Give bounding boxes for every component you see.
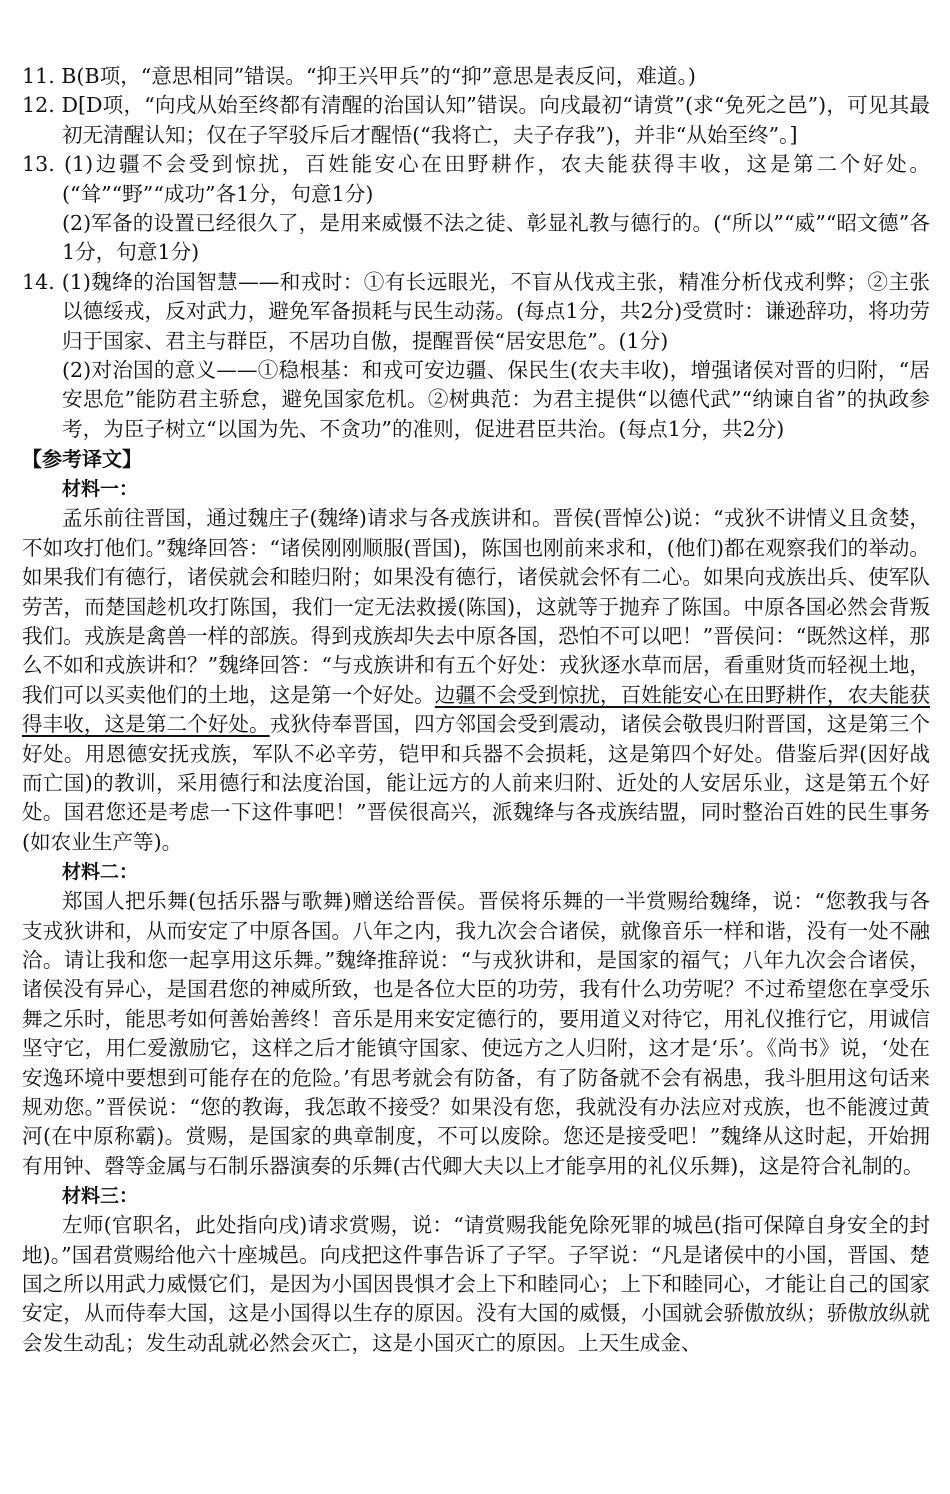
answer-14-part-1: 14. (1)魏绛的治国智慧——和戎时：①有长远眼光，不盲从伐戎主张，精准分析伐戎利弊；②主张以德绥戎，反对武力，避免军备损耗与民生动荡。(每点1分，共2分)受赏时：谦逊辞功，将功劳归于国家、君主与群臣，不居功自傲，提醒晋侯“居安思危”。(1分)	[22, 269, 930, 353]
answer-11: 11. B(B项，“意思相同”错误。“抑王兴甲兵”的“抑”意思是表反问，难道。)	[22, 64, 696, 88]
material-2-title: 材料二：	[62, 861, 139, 884]
translation-heading: 【参考译文】	[22, 447, 142, 472]
answer-12: 12. D[D项，“向戌从始至终都有清醒的治国认知”错误。向戌最初“请赏”(求“免死之邑”)，可见其最初无清醒认知；仅在子罕驳斥后才醒悟(“我将亡，夫子存我”)，并非“从始至终”。]	[22, 93, 930, 147]
material-1-underlined-sentence: 边疆不会受到惊扰，百姓能安心在田野耕作，农夫能获得丰收，这是第二个好处。	[22, 682, 931, 737]
answer-14-part-2: (2)对治国的意义——①稳根基：和戎可安边疆、保民生(农夫丰收)，增强诸侯对晋的归附，“居安思危”能防君主骄怠，避免国家危机。②树典范：为君主提供“以德代武”“纳谏自省”的执政参考，为臣子树立“以国为先、不贪功”的准则，促进君臣共治。(每点1分，共2分)	[62, 358, 930, 441]
answer-13-part-2: (2)军备的设置已经很久了，是用来威慑不法之徒、彰显礼教与德行的。(“所以”“威”“昭文德”各1分，句意1分)	[62, 211, 930, 265]
material-1-title: 材料一：	[62, 478, 139, 501]
material-2-text: 郑国人把乐舞(包括乐器与歌舞)赠送给晋侯。晋侯将乐舞的一半赏赐给魏绛，说：“您教我与各支戎狄讲和，从而安定了中原各国。八年之内，我九次会合诸侯，就像音乐一样和谐，没有一处不融洽。请让我和您一起享用这乐舞。”魏绛推辞说：“与戎狄讲和，是国家的福气；八年九次会合诸侯，诸侯没有异心，是国君您的神威所致，也是各位大臣的功劳，我有什么功劳呢？不过希望您在享受乐舞之乐时，能思考如何善始善终！音乐是用来安定德行的，要用道义对待它，用礼仪推行它，用诚信坚守它，用仁爱激励它，这样之后才能镇守国家、使远方之人归附，这才是‘乐’。《尚书》说，‘处在安逸环境中要想到可能存在的危险。’有思考就会有防备，有了防备就不会有祸患，我斗胆用这句话来规劝您。”晋侯说：“您的教诲，我怎敢不接受？如果没有您，我就没有办法应对戎族，也不能渡过黄河(在中原称霸)。赏赐，是国家的典章制度，不可以废除。您还是接受吧！”魏绛从这时起，开始拥有用钟、磬等金属与石制乐器演奏的乐舞(古代卿大夫以上才能享用的礼仪乐舞)，这是符合礼制的。	[22, 889, 930, 1178]
material-3-title: 材料三：	[62, 1185, 139, 1208]
material-1-text	[22, 504, 930, 857]
material-1-text-part-2: 戎狄侍奉晋国，四方邻国会受到震动，诸侯会敬畏归附晋国，这是第三个好处。用恩德安抚戎族，军队不必辛劳，铠甲和兵器不会损耗，这是第四个好处。借鉴后羿(因好战而亡国)的教训，采用德行和法度治国，能让远方的人前来归附、近处的人安居乐业，这是第五个好处。国君您还是考虑一下这件事吧！”晋侯很高兴，派魏绛与各戎族结盟，同时整治百姓的民生事务(如农业生产等)。	[22, 712, 931, 854]
material-3-text: 左师(官职名，此处指向戌)请求赏赐，说：“请赏赐我能免除死罪的城邑(指可保障自身安全的封地)。”国君赏赐给他六十座城邑。向戌把这件事告诉了子罕。子罕说：“凡是诸侯中的小国，晋国、楚国之所以用武力威慑它们，是因为小国因畏惧才会上下和睦同心；上下和睦同心，才能让自己的国家安定，从而侍奉大国，这是小国得以生存的原因。没有大国的威慑，小国就会骄傲放纵；骄傲放纵就会发生动乱；发生动乱就必然会灭亡，这是小国灭亡的原因。上天生成金、	[22, 1213, 930, 1355]
answer-13-part-1: 13. (1)边疆不会受到惊扰，百姓能安心在田野耕作，农夫能获得丰收，这是第二个好处。(“耸”“野”“成功”各1分，句意1分)	[22, 152, 930, 206]
document-page	[22, 62, 930, 1358]
material-1-text-part-1: 孟乐前往晋国，通过魏庄子(魏绛)请求与各戎族讲和。晋侯(晋悼公)说：“戎狄不讲情义且贪婪，不如攻打他们。”魏绛回答：“诸侯刚刚顺服(晋国)，陈国也刚前来求和，(他们)都在观察我们的举动。如果我们有德行，诸侯就会和睦归附；如果没有德行，诸侯就会怀有二心。如果向戎族出兵、使军队劳苦，而楚国趁机攻打陈国，我们一定无法救援(陈国)，这就等于抛弃了陈国。中原各国必然会背叛我们。戎族是禽兽一样的部族。得到戎族却失去中原各国，恐怕不可以吧！”晋侯问：“既然这样，那么不如和戎族讲和？”魏绛回答：“与戎族讲和有五个好处：戎狄逐水草而居，看重财货而轻视土地，我们可以买卖他们的土地，这是第一个好处。	[22, 506, 930, 707]
